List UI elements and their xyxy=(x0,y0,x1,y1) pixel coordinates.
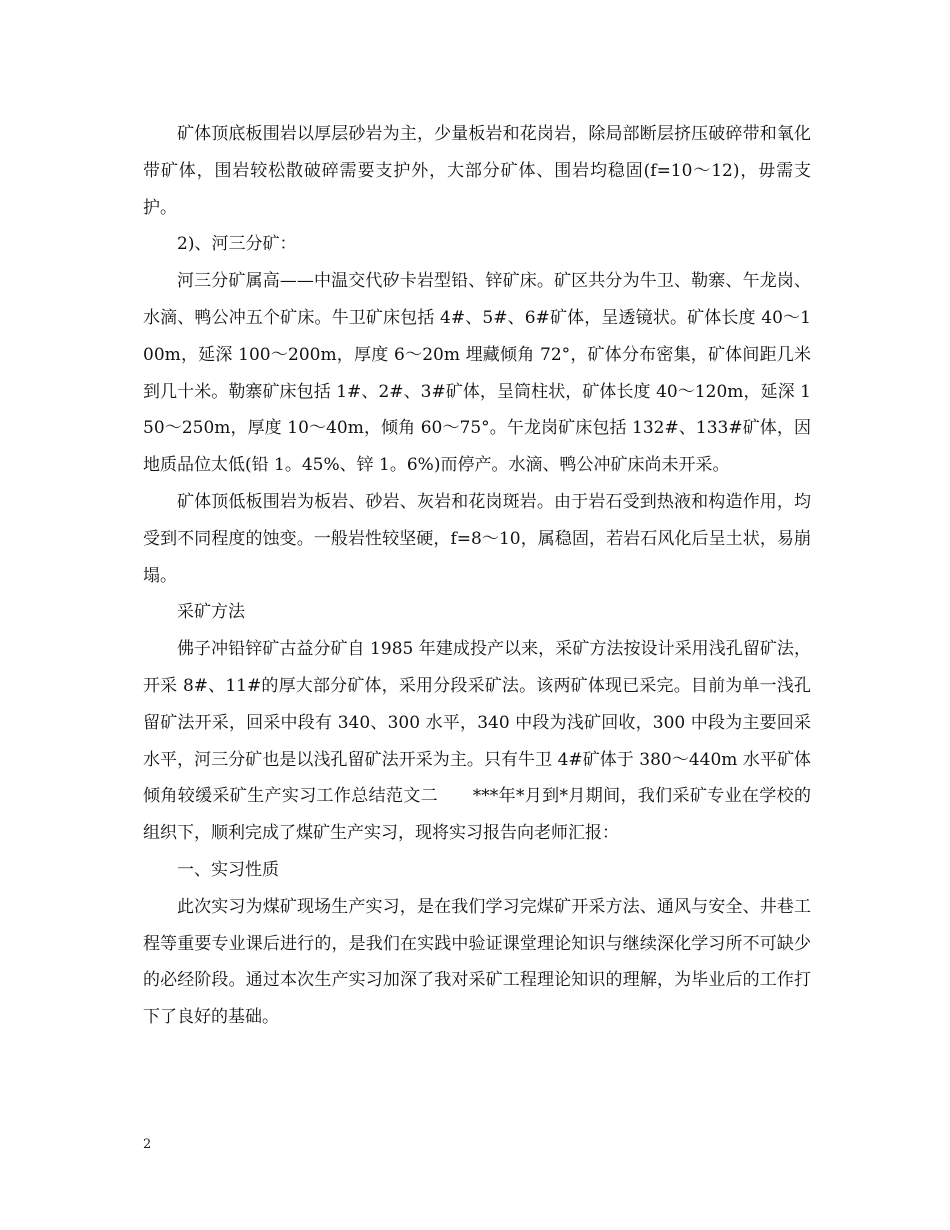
paragraph-heading-hesan-branch: 2)、河三分矿： xyxy=(177,234,297,255)
paragraph-hesan-deposits: 河三分矿属高——中温交代矽卡岩型铅、锌矿床。矿区共分为牛卫、勒寨、午龙岗、水滴、鸭公冲五个矿床。牛卫矿床包括 4#、5#、6#矿体，呈透镜状。矿体长度 40～100m，延深 100～200m，厚度 6～20m 埋藏倾角 72°，矿体分布密集，矿体间距几米到几十米。勒寨矿床包括 1#、2#、3#矿体，呈筒柱状，矿体长度 40～120m，延深 150～250m，厚度 10～40m，倾角 60～75°。午龙岗矿床包括 132#、133#矿体，因地质品位太低(铅 1。45%、锌 1。6%)而停产。水滴、鸭公冲矿床尚未开采。 xyxy=(143,271,811,476)
paragraph-surrounding-rock: 矿体顶底板围岩以厚层砂岩为主，少量板岩和花岗岩，除局部断层挤压破碎带和氧化带矿体，围岩较松散破碎需要支护外，大部分矿体、围岩均稳固(f=10～12)，毋需支护。 xyxy=(143,124,811,218)
paragraph-mining-method: 佛子冲铅锌矿古益分矿自 1985 年建成投产以来，采矿方法按设计采用浅孔留矿法，开采 8#、11#的厚大部分矿体，采用分段采矿法。该两矿体现已采完。目前为单一浅孔留矿法开采，回采中段有 340、300 水平，340 中段为浅矿回收，300 中段为主要回采水平，河三分矿也是以浅孔留矿法开采为主。只有牛卫 4#矿体于 380～440m 水平矿体倾角较缓采矿生产实习工作总结范文二 ***年*月到*月期间，我们采矿专业在学校的组织下，顺利完成了煤矿生产实习，现将实习报告向老师汇报： xyxy=(143,639,811,844)
paragraph-internship-nature: 此次实习为煤矿现场生产实习，是在我们学习完煤矿开采方法、通风与安全、井巷工程等重要专业课后进行的，是我们在实践中验证课堂理论知识与继续深化学习所不可缺少的必经阶段。通过本次生产实习加深了我对采矿工程理论知识的理解，为毕业后的工作打下了良好的基础。 xyxy=(143,896,811,1028)
page-number: 2 xyxy=(143,1137,152,1152)
paragraph-heading-internship-nature: 一、实习性质 xyxy=(177,859,279,880)
paragraph-hesan-rock: 矿体顶低板围岩为板岩、砂岩、灰岩和花岗斑岩。由于岩石受到热液和构造作用，均受到不同程度的蚀变。一般岩性较坚硬，f=8～10，属稳固，若岩石风化后呈土状，易崩塌。 xyxy=(143,491,811,586)
paragraph-heading-mining-method: 采矿方法 xyxy=(177,602,245,623)
document-body xyxy=(143,116,811,1036)
